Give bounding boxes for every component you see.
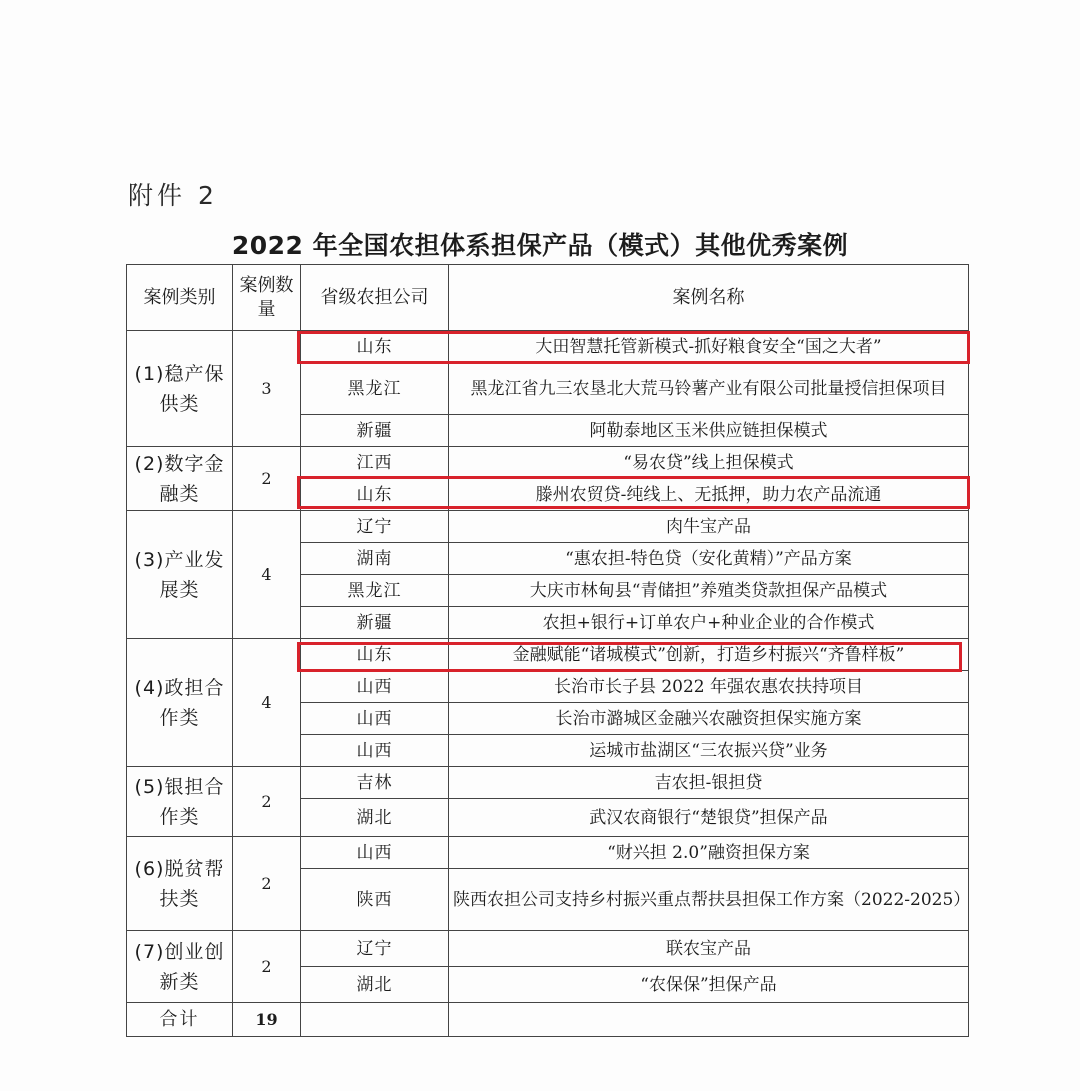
highlight-box bbox=[297, 642, 962, 672]
category-cell: (4)政担合作类 bbox=[127, 639, 233, 767]
case-name-cell: “农保保”担保产品 bbox=[449, 967, 969, 1003]
province-cell: 湖北 bbox=[301, 799, 449, 837]
case-name-cell: 肉牛宝产品 bbox=[449, 511, 969, 543]
province-cell: 新疆 bbox=[301, 607, 449, 639]
case-name-cell: 农担+银行+订单农户+种业企业的合作模式 bbox=[449, 607, 969, 639]
province-cell: 山西 bbox=[301, 671, 449, 703]
case-name-cell: 滕州农贸贷-纯线上、无抵押，助力农产品流通 bbox=[449, 479, 969, 511]
case-name-cell: 阿勒泰地区玉米供应链担保模式 bbox=[449, 415, 969, 447]
table-row bbox=[127, 511, 969, 543]
category-cell: (1)稳产保供类 bbox=[127, 331, 233, 447]
province-cell: 山东 bbox=[301, 639, 449, 671]
count-cell: 2 bbox=[233, 837, 301, 931]
province-cell: 陕西 bbox=[301, 869, 449, 931]
province-cell: 新疆 bbox=[301, 415, 449, 447]
count-cell: 3 bbox=[233, 331, 301, 447]
case-name-cell: 金融赋能“诸城模式”创新，打造乡村振兴“齐鲁样板” bbox=[449, 639, 969, 671]
case-name-cell: 长治市长子县 2022 年强农惠农扶持项目 bbox=[449, 671, 969, 703]
case-name-cell: “易农贷”线上担保模式 bbox=[449, 447, 969, 479]
header-company: 省级农担公司 bbox=[301, 265, 449, 331]
province-cell: 山东 bbox=[301, 331, 449, 363]
province-cell: 吉林 bbox=[301, 767, 449, 799]
highlight-box bbox=[297, 476, 970, 509]
case-name-cell: “财兴担 2.0”融资担保方案 bbox=[449, 837, 969, 869]
table-row bbox=[127, 767, 969, 799]
empty-cell bbox=[449, 1003, 969, 1037]
case-name-cell: 武汉农商银行“楚银贷”担保产品 bbox=[449, 799, 969, 837]
case-name-cell: 黑龙江省九三农垦北大荒马铃薯产业有限公司批量授信担保项目 bbox=[449, 363, 969, 415]
province-cell: 黑龙江 bbox=[301, 363, 449, 415]
header-category: 案例类别 bbox=[127, 265, 233, 331]
table-row bbox=[127, 837, 969, 869]
province-cell: 辽宁 bbox=[301, 931, 449, 967]
count-cell: 2 bbox=[233, 447, 301, 511]
empty-cell bbox=[301, 1003, 449, 1037]
case-name-cell: 运城市盐湖区“三农振兴贷”业务 bbox=[449, 735, 969, 767]
province-cell: 湖北 bbox=[301, 967, 449, 1003]
category-cell: (7)创业创新类 bbox=[127, 931, 233, 1003]
case-name-cell: “惠农担-特色贷（安化黄精）”产品方案 bbox=[449, 543, 969, 575]
count-cell: 2 bbox=[233, 931, 301, 1003]
case-name-cell: 陕西农担公司支持乡村振兴重点帮扶县担保工作方案（2022-2025） bbox=[449, 869, 969, 931]
total-label: 合计 bbox=[127, 1003, 233, 1037]
table-row bbox=[127, 447, 969, 479]
category-cell: (5)银担合作类 bbox=[127, 767, 233, 837]
document-title: 2022 年全国农担体系担保产品（模式）其他优秀案例 bbox=[231, 231, 849, 260]
header-count: 案例数量 bbox=[233, 265, 301, 331]
header-row bbox=[127, 265, 969, 331]
category-cell: (6)脱贫帮扶类 bbox=[127, 837, 233, 931]
count-cell: 4 bbox=[233, 511, 301, 639]
category-cell: (3)产业发展类 bbox=[127, 511, 233, 639]
province-cell: 江西 bbox=[301, 447, 449, 479]
count-cell: 2 bbox=[233, 767, 301, 837]
case-name-cell: 吉农担-银担贷 bbox=[449, 767, 969, 799]
province-cell: 黑龙江 bbox=[301, 575, 449, 607]
attachment-label: 附件 2 bbox=[128, 181, 218, 210]
case-name-cell: 大田智慧托管新模式-抓好粮食安全“国之大者” bbox=[449, 331, 969, 363]
province-cell: 湖南 bbox=[301, 543, 449, 575]
case-name-cell: 联农宝产品 bbox=[449, 931, 969, 967]
table-row bbox=[127, 931, 969, 967]
total-count: 19 bbox=[233, 1003, 301, 1037]
header-case-name: 案例名称 bbox=[449, 265, 969, 331]
case-name-cell: 大庆市林甸县“青储担”养殖类贷款担保产品模式 bbox=[449, 575, 969, 607]
highlight-box bbox=[297, 331, 970, 364]
count-cell: 4 bbox=[233, 639, 301, 767]
province-cell: 山西 bbox=[301, 837, 449, 869]
province-cell: 山西 bbox=[301, 703, 449, 735]
province-cell: 山西 bbox=[301, 735, 449, 767]
total-row bbox=[127, 1003, 969, 1037]
province-cell: 山东 bbox=[301, 479, 449, 511]
province-cell: 辽宁 bbox=[301, 511, 449, 543]
case-name-cell: 长治市潞城区金融兴农融资担保实施方案 bbox=[449, 703, 969, 735]
category-cell: (2)数字金融类 bbox=[127, 447, 233, 511]
